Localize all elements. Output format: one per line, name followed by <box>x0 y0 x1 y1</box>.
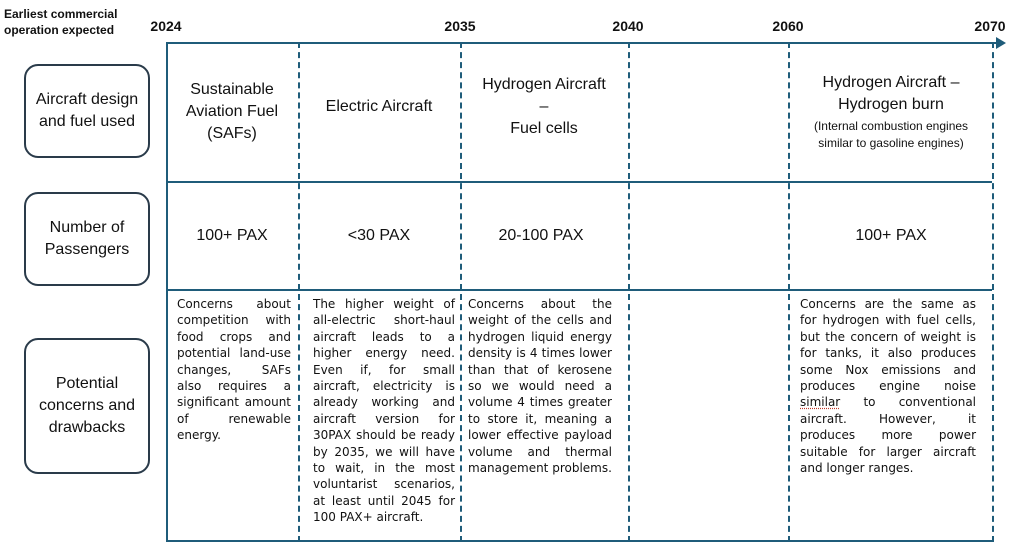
year-2035: 2035 <box>444 18 476 34</box>
row-divider-2 <box>166 289 992 291</box>
passengers-hydrogen-fuel-cells: 20-100 PAX <box>498 227 584 244</box>
concerns-hydrogen-burn-part2: to conventional aircraft. However, it produces more power suitable for larger aircraft and longer ranges. <box>800 395 976 476</box>
timeline-header-label: Earliest commercial operation expected <box>4 7 118 37</box>
row-divider-1 <box>166 181 992 183</box>
concerns-electric: The higher weight of all-electric short-haul aircraft leads to a higher energy need. Even if, for small aircraft, electricity is already working and aircraft version for 30PAX should be ready by 2035, we will have to wait, in the most voluntarist scenarios, at least until 2045 for 100 PAX+ aircraft. <box>313 297 455 525</box>
concerns-hydrogen-burn-part1: Concerns are the same as for hydrogen with fuel cells, but the concern of weight is for tanks, it also produces some Nox emissions and produces engine noise <box>800 297 976 394</box>
row-divider-bottom <box>166 540 992 542</box>
design-saf: Sustainable Aviation Fuel (SAFs) <box>185 81 279 142</box>
passengers-saf: 100+ PAX <box>196 227 268 244</box>
design-hydrogen-burn-line2: Hydrogen burn <box>838 96 944 113</box>
concerns-hydrogen-burn <box>800 296 976 476</box>
row-label-concerns: Potential concerns and drawbacks <box>24 338 150 474</box>
design-electric: Electric Aircraft <box>325 98 433 115</box>
passengers-hydrogen-burn: 100+ PAX <box>855 227 927 244</box>
design-hydrogen-fuel-cells-line3: Fuel cells <box>510 120 578 137</box>
concerns-hydrogen-fuel-cells: Concerns about the weight of the cells and hydrogen liquid energy density is 4 times lower than that of kerosene so we would need a volume 4 times greater to store it, meaning a lower effective payload volume and thermal management problems. <box>468 297 612 476</box>
design-hydrogen-burn-line1: Hydrogen Aircraft – <box>822 74 960 91</box>
design-hydrogen-fuel-cells-line2: – <box>539 98 549 115</box>
concerns-saf: Concerns about competition with food crops and potential land-use changes, SAFs also requires a significant amount of renewable energy. <box>177 297 291 443</box>
design-cell-hydrogen-fuel-cells <box>462 44 626 170</box>
design-cell-saf <box>168 44 296 180</box>
design-cell-electric <box>300 44 458 170</box>
passengers-electric: <30 PAX <box>347 227 411 244</box>
year-2040: 2040 <box>612 18 644 34</box>
design-hydrogen-burn-note: (Internal combustion engines similar to gasoline engines) <box>813 119 969 150</box>
row-label-design: Aircraft design and fuel used <box>24 64 150 158</box>
concerns-hydrogen-burn-similar: similar <box>800 395 841 410</box>
row-label-passengers: Number of Passengers <box>24 192 150 286</box>
column-line-2040 <box>628 42 630 542</box>
year-2024: 2024 <box>150 18 182 34</box>
design-cell-hydrogen-burn <box>792 44 990 180</box>
year-2060: 2060 <box>772 18 804 34</box>
design-hydrogen-fuel-cells-line1: Hydrogen Aircraft <box>482 76 606 93</box>
column-line-2060 <box>788 42 790 542</box>
year-2070: 2070 <box>974 18 1006 34</box>
timeline-arrow-icon <box>996 37 1006 49</box>
column-line-2070 <box>992 42 994 542</box>
